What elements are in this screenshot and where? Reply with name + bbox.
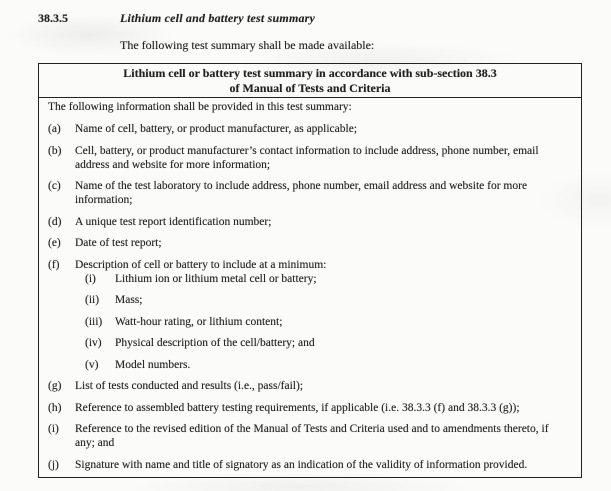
sub-list-item [85, 293, 573, 307]
sub-list-item [85, 358, 573, 372]
sub-item-label: (ii) [85, 294, 100, 306]
item-label: (g) [48, 380, 62, 392]
intro-paragraph: The following test summary shall be made available: [120, 38, 375, 52]
item-text: Signature with name and title of signatory as an indication of the validity of information provided. [75, 458, 528, 471]
list-item [48, 422, 573, 450]
section-number: 38.3.5 [38, 11, 68, 25]
sub-list [85, 272, 573, 372]
item-label: (h) [48, 401, 62, 414]
table-title-line-2: of Manual of Tests and Criteria [229, 81, 391, 95]
sub-item-label: (iv) [85, 337, 102, 349]
sub-item-text: Mass; [115, 294, 143, 306]
sub-item-text: Model numbers. [115, 358, 191, 371]
sub-list-item [85, 272, 573, 286]
sub-list-wrapper [48, 272, 573, 372]
item-label: (a) [48, 123, 61, 135]
item-label: (b) [48, 144, 62, 157]
test-summary-table [38, 63, 582, 478]
item-label: (j) [48, 458, 59, 471]
list-item [48, 236, 573, 250]
table-title-line-1: Lithium cell or battery test summary in accordance with sub-section 38.3 [123, 66, 497, 80]
item-label: (e) [48, 237, 61, 249]
sub-item-text: Lithium ion or lithium metal cell or battery; [115, 272, 317, 285]
sub-item-label: (iii) [85, 315, 103, 328]
list-item [48, 258, 573, 272]
sub-item-label: (i) [85, 272, 96, 285]
sub-list-item [85, 315, 573, 329]
item-text: Date of test report; [75, 237, 162, 249]
list-item [48, 122, 573, 136]
section-title: Lithium cell and battery test summary [120, 11, 316, 25]
item-text: Name of cell, battery, or product manufacturer, as applicable; [75, 123, 358, 135]
list-item [48, 401, 573, 415]
list-item [48, 458, 573, 472]
item-text: Description of cell or battery to include at a minimum: [75, 258, 327, 271]
sub-item-text: Physical description of the cell/battery; and [115, 337, 315, 349]
table-header [39, 64, 581, 98]
item-text: Reference to assembled battery testing requirements, if applicable (i.e. 38.3.3 (f) and 38.3.3 (g)); [75, 401, 520, 414]
item-label: (i) [48, 423, 59, 435]
table-body-intro: The following information shall be provided in this test summary: [48, 101, 352, 113]
list-item [48, 144, 573, 172]
list-item [48, 379, 573, 393]
list-item [48, 215, 573, 229]
sub-item-label: (v) [85, 358, 99, 371]
item-text: Name of the test laboratory to include address, phone number, email address and website for more information; [75, 180, 528, 206]
item-text: Cell, battery, or product manufacturer’s contact information to include address, phone number, email address and website for more information; [75, 144, 539, 171]
item-label: (c) [48, 180, 61, 192]
item-text: List of tests conducted and results (i.e., pass/fail); [75, 380, 304, 392]
item-text: A unique test report identification number; [75, 215, 272, 228]
item-text: Reference to the revised edition of the Manual of Tests and Criteria used and to amendments thereto, if any; and [75, 423, 549, 449]
sub-list-item [85, 336, 573, 350]
item-label: (d) [48, 215, 62, 228]
list-item [48, 179, 573, 207]
table-body [39, 98, 581, 472]
item-label: (f) [48, 258, 60, 271]
requirements-list [48, 122, 573, 472]
sub-item-text: Watt-hour rating, or lithium content; [115, 315, 283, 328]
